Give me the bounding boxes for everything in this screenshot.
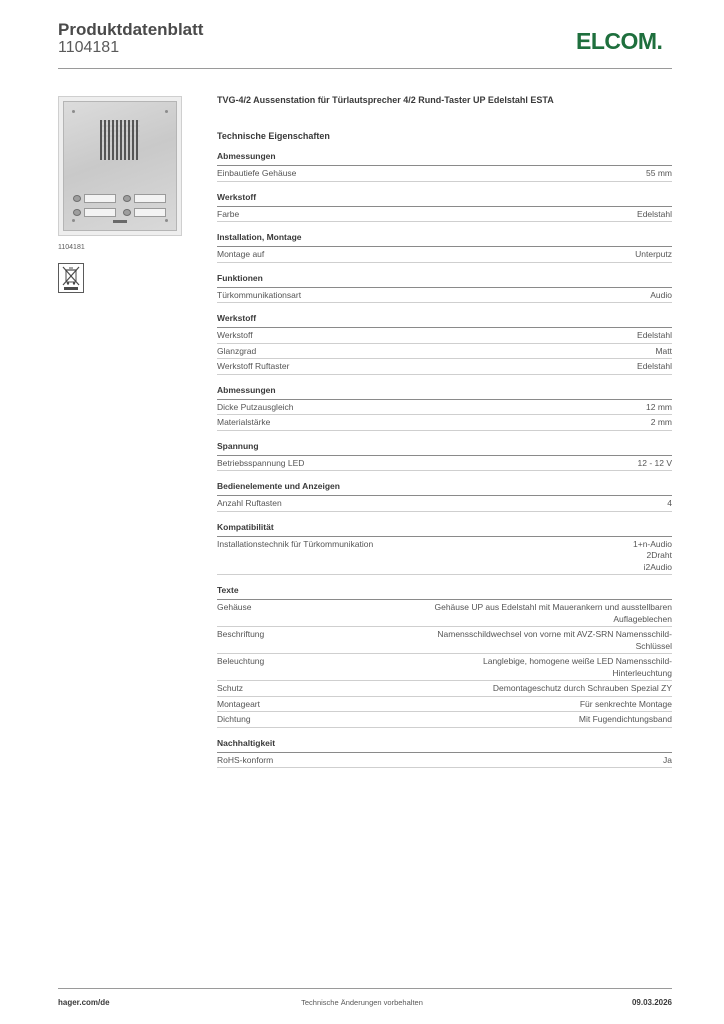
call-button: [73, 208, 119, 217]
property-group: [217, 481, 672, 512]
page-title: Produktdatenblatt: [58, 20, 204, 39]
property-group: [217, 738, 672, 769]
property-value: 12 mm: [646, 401, 672, 412]
property-group: [217, 192, 672, 223]
property-label: Einbautiefe Gehäuse: [217, 168, 297, 178]
property-label: Installationstechnik für Türkommunikation: [217, 538, 374, 549]
group-header: Funktionen: [217, 273, 672, 288]
group-header: Werkstoff: [217, 313, 672, 328]
group-header: Abmessungen: [217, 385, 672, 400]
footer-divider: [58, 988, 672, 989]
property-group: [217, 273, 672, 304]
group-header: Bedienelemente und Anzeigen: [217, 481, 672, 496]
property-label: Beleuchtung: [217, 656, 265, 666]
property-label: Materialstärke: [217, 417, 271, 427]
property-value: 12 - 12 V: [637, 457, 672, 468]
footer-website: hager.com/de: [58, 998, 110, 1007]
image-caption: 1104181: [58, 244, 85, 251]
property-row: [217, 600, 672, 627]
property-row: [217, 328, 672, 344]
property-value: Gehäuse UP aus Edelstahl mit Mauerankern und ausstellbaren Auflageblechen: [434, 602, 672, 624]
weee-crossed-bin-icon: [58, 263, 84, 293]
property-label: Glanzgrad: [217, 345, 257, 356]
screw-icon: [165, 219, 168, 222]
screw-icon: [72, 219, 75, 222]
property-value: Namensschildwechsel von vorne mit AVZ-SRN Namensschild- Schlüssel: [437, 629, 672, 651]
property-label: Dichtung: [217, 714, 251, 724]
property-label: Werkstoff Ruftaster: [217, 361, 290, 371]
property-row: [217, 207, 672, 223]
property-value: Edelstahl: [637, 361, 672, 371]
button-row: [73, 208, 169, 217]
property-value: Matt: [655, 345, 672, 356]
property-row: [217, 753, 672, 769]
call-button: [123, 208, 169, 217]
group-header: Installation, Montage: [217, 232, 672, 247]
property-group: [217, 385, 672, 431]
property-value: Edelstahl: [637, 330, 672, 340]
property-group: [217, 441, 672, 472]
property-row: [217, 537, 672, 576]
property-row: [217, 456, 672, 472]
button-row: [73, 194, 169, 203]
property-group: [217, 522, 672, 576]
group-header: Nachhaltigkeit: [217, 738, 672, 753]
property-row: [217, 681, 672, 697]
property-group: [217, 585, 672, 728]
property-label: RoHS-konform: [217, 754, 274, 765]
property-value: Für senkrechte Montage: [579, 698, 672, 709]
property-label: Werkstoff: [217, 330, 253, 340]
property-row: [217, 344, 672, 360]
property-group: [217, 313, 672, 375]
property-row: [217, 166, 672, 182]
property-value: Ja: [663, 754, 672, 765]
group-header: Spannung: [217, 441, 672, 456]
section-title: Technische Eigenschaften: [217, 131, 330, 141]
plate-logo: [113, 220, 127, 223]
property-label: Montage auf: [217, 249, 265, 259]
product-image: [58, 96, 182, 236]
property-label: Dicke Putzausgleich: [217, 401, 294, 412]
property-value: Demontageschutz durch Schrauben Spezial ZY: [492, 683, 672, 693]
datasheet-content: [217, 95, 672, 778]
property-row: [217, 400, 672, 416]
property-value: 1+n-Audio 2Draht i2Audio: [633, 538, 672, 572]
property-row: [217, 247, 672, 263]
property-row: [217, 697, 672, 713]
property-label: Anzahl Ruftasten: [217, 498, 282, 508]
property-label: Türkommunikationsart: [217, 289, 302, 300]
property-value: Unterputz: [635, 249, 672, 259]
property-groups: [217, 151, 672, 768]
header-divider: [58, 68, 672, 69]
door-station-plate: [63, 101, 177, 231]
property-row: [217, 712, 672, 728]
screw-icon: [165, 110, 168, 113]
property-value: Mit Fugendichtungsband: [578, 714, 672, 724]
property-label: Farbe: [217, 208, 240, 219]
property-row: [217, 359, 672, 375]
product-title: TVG-4/2 Aussenstation für Türlautsprecher 4/2 Rund-Taster UP Edelstahl ESTA: [217, 95, 554, 105]
property-value: 55 mm: [646, 168, 672, 178]
property-label: Schutz: [217, 683, 243, 693]
group-header: Texte: [217, 585, 672, 600]
property-label: Gehäuse: [217, 602, 252, 612]
property-value: Langlebige, homogene weiße LED Namensschild- Hinterleuchtung: [483, 656, 672, 678]
elcom-logo: ELCOM.: [576, 28, 663, 54]
group-header: Kompatibilität: [217, 522, 672, 537]
property-label: Montageart: [217, 698, 260, 709]
group-header: Abmessungen: [217, 151, 672, 166]
screw-icon: [72, 110, 75, 113]
property-label: Betriebsspannung LED: [217, 457, 305, 468]
speaker-grille: [100, 120, 140, 160]
property-row: [217, 415, 672, 431]
call-button: [123, 194, 169, 203]
property-label: Beschriftung: [217, 629, 265, 639]
article-number: 1104181: [58, 39, 120, 56]
property-row: [217, 627, 672, 654]
property-value: Audio: [650, 289, 672, 300]
property-row: [217, 288, 672, 304]
footer-date: 09.03.2026: [631, 998, 672, 1007]
property-value: Edelstahl: [637, 208, 672, 219]
call-button: [73, 194, 119, 203]
property-group: [217, 232, 672, 263]
property-group: [217, 151, 672, 182]
footer-disclaimer: Technische Änderungen vorbehalten: [301, 998, 423, 1007]
property-value: 4: [667, 498, 672, 508]
group-header: Werkstoff: [217, 192, 672, 207]
property-row: [217, 654, 672, 681]
property-value: 2 mm: [650, 417, 672, 427]
property-row: [217, 496, 672, 512]
